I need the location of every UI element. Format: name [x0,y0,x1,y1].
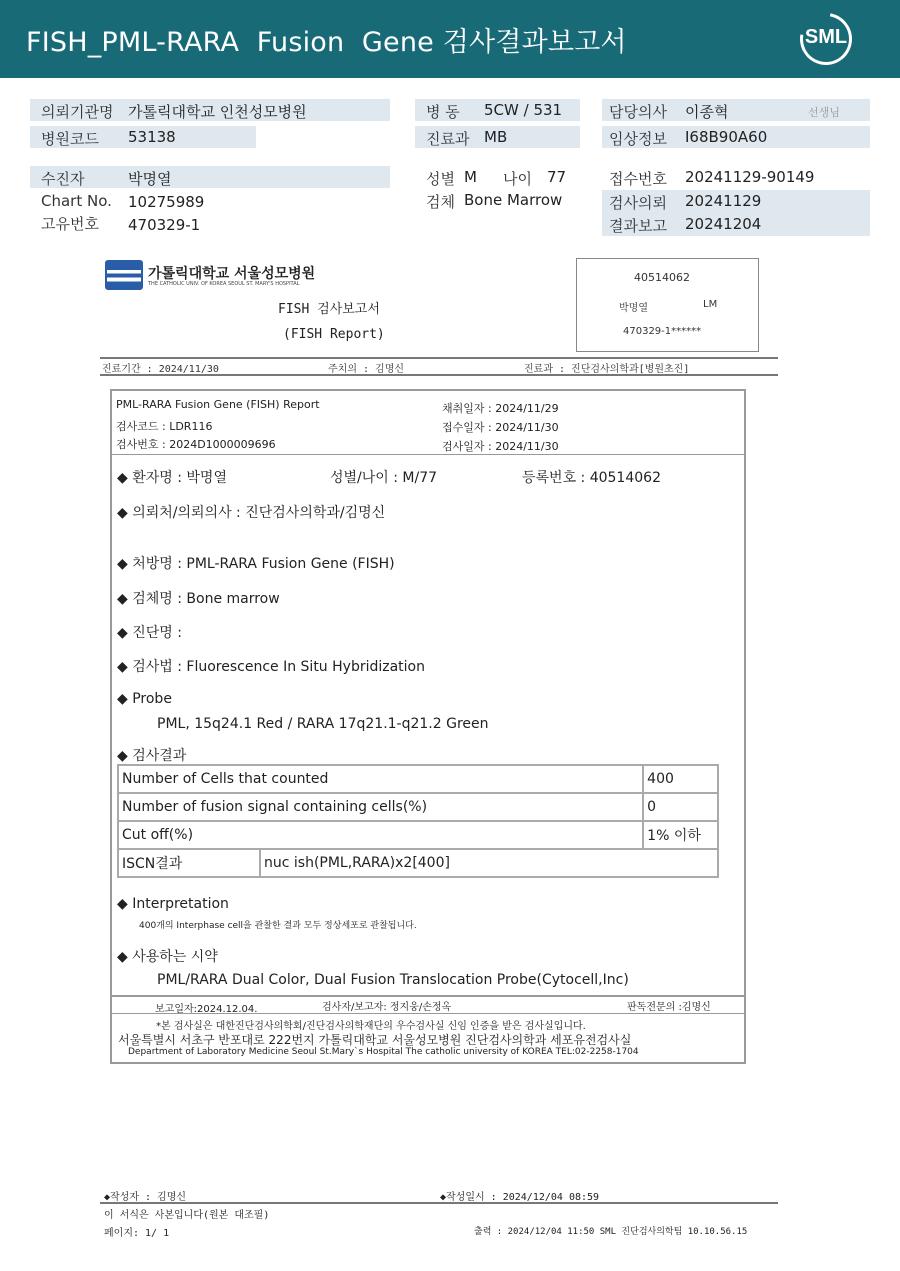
label-id: 40514062 [634,271,690,284]
hospital-logo-icon [105,260,143,290]
dept-en: Department of Laboratory Medicine Seoul St.Mary`s Hospital The catholic university of KOREA TEL:02-2258-1704 [128,1047,639,1057]
report-date: 보고일자:2024.12.04. [155,1004,258,1015]
divider-top [100,357,778,359]
reagent-text: PML/RARA Dual Color, Dual Fusion Translocation Probe(Cytocell,Inc) [157,972,629,988]
unique-label: 고유번호 [41,215,99,233]
report-box [110,389,746,1064]
hospital-subtitle: THE CATHOLIC UNIV. OF KOREA SEOUL ST. MARY'S HOSPITAL [148,281,300,287]
table-row [118,849,718,877]
divider-bottom [100,374,778,376]
order-line: ◆ 처방명 : PML-RARA Fusion Gene (FISH) [117,556,395,572]
request-label: 검사의뢰 [609,194,667,212]
test-no: 검사번호 : 2024D1000009696 [116,438,276,451]
diagnosis-line: ◆ 진단명 : [117,625,182,641]
test-date: 검사일자 : 2024/11/30 [442,440,559,453]
specimen-value: Bone Marrow [464,191,563,209]
result-label: 결과보고 [609,217,667,235]
page-number: 페이지: 1/ 1 [104,1228,170,1239]
table-row [118,765,718,793]
specimen-line: ◆ 검체명 : Bone marrow [117,591,280,607]
report-title: FISH_PML-RARA Fusion Gene 검사결과보고서 [26,27,627,58]
attending: 주치의 : 김명신 [328,364,405,375]
test-code: 검사코드 : LDR116 [116,420,213,433]
doc-title: FISH 검사보고서 [278,302,380,317]
dept-label: 진료과 [426,130,470,148]
interp-heading: ◆ Interpretation [117,896,229,912]
doctor-value: 이종혁 [685,103,729,121]
result-value: 20241204 [685,215,762,233]
result-table [117,764,719,878]
printed-info: 출력 : 2024/12/04 11:50 SML 진단검사의학팀 10.10.56.15 [474,1227,748,1237]
report-header [0,0,900,78]
address: 서울특별시 서초구 반포대로 222번지 가톨릭대학교 서울성모병원 진단검사의학과 세포유전검사실 [118,1033,632,1047]
dept-value: MB [484,128,508,146]
judge: 판독전문의 :김명신 [627,1002,711,1013]
header-divider [112,454,744,455]
result-value-cell: 0 [643,793,718,821]
probe-text: PML, 15q24.1 Red / RARA 17q21.1-q21.2 Green [157,716,489,732]
interp-text: 400개의 Interphase cell을 관찰한 결과 모두 정상세포로 관찰됩니다. [139,921,417,931]
result-heading: ◆ 검사결과 [117,748,187,764]
label-sexage: LM [703,299,718,310]
cert-note: *본 검사실은 대한진단검사의학회/진단검사의학재단의 우수검사실 신임 인증을 받은 검사실입니다. [156,1021,586,1032]
result-value-cell: 400 [643,765,718,793]
age-value: 77 [547,168,567,186]
copy-note: 이 서식은 사본입니다(원본 대조필) [104,1210,270,1221]
patient-label-box [576,258,759,352]
hospital-name: 가톨릭대학교 서울성모병원 [148,266,316,282]
label-reg: 470329-1****** [623,326,702,337]
iscn-label-cell: ISCN결과 [118,849,260,877]
patient-line: ◆ 환자명 : 박명열 [117,470,227,486]
hospital-code-label: 병원코드 [41,130,99,148]
table-row [118,821,718,849]
sex-value: M [464,168,477,186]
clinical-value: I68B90A60 [685,128,768,146]
regno-line: 등록번호 : 40514062 [522,470,661,486]
institution-value: 가톨릭대학교 인천성모병원 [128,103,307,121]
period: 진료기간 : 2024/11/30 [102,364,219,375]
requester-line: ◆ 의뢰처/의뢰의사 : 진단검사의학과/김명신 [117,505,386,521]
receive-date: 접수일자 : 2024/11/30 [442,421,559,434]
page-footer-divider [100,1202,778,1204]
ward-label: 병 동 [426,103,460,121]
written-date: ◆작성일시 : 2024/12/04 08:59 [440,1192,600,1203]
table-row [118,793,718,821]
institution-label: 의뢰기관명 [41,103,114,121]
sml-logo: SML [800,13,852,65]
iscn-value-cell: nuc ish(PML,RARA)x2[400] [260,849,718,877]
result-label-cell: Number of fusion signal containing cells(%) [118,793,643,821]
age-label: 나이 [503,170,532,188]
chart-label: Chart No. [41,192,112,210]
result-label-cell: Number of Cells that counted [118,765,643,793]
doc-subtitle: (FISH Report) [283,327,385,342]
sex-label: 성별 [426,170,455,188]
chart-value: 10275989 [128,193,205,211]
collect-date: 채취일자 : 2024/11/29 [442,402,559,415]
unique-value: 470329-1 [128,216,201,234]
reception-label: 접수번호 [609,170,667,188]
sexage-line: 성별/나이 : M/77 [330,470,438,486]
hospital-code-value: 53138 [128,128,176,146]
label-name: 박명열 [619,303,648,314]
result-label-cell: Cut off(%) [118,821,643,849]
author: ◆작성자 : 김명신 [104,1192,187,1203]
patient-value: 박명열 [128,170,172,188]
method-line: ◆ 검사법 : Fluorescence In Situ Hybridization [117,659,425,675]
clinical-label: 임상정보 [609,130,667,148]
tester: 검사자/보고자: 정지웅/손정옥 [322,1002,452,1013]
probe-heading: ◆ Probe [117,691,172,707]
specimen-label: 검체 [426,193,455,211]
report-name: PML-RARA Fusion Gene (FISH) Report [116,398,320,411]
patient-label: 수진자 [41,170,85,188]
reagent-heading: ◆ 사용하는 시약 [117,949,218,965]
ward-value: 5CW / 531 [484,101,563,119]
doctor-label: 담당의사 [609,103,667,121]
reception-value: 20241129-90149 [685,168,815,186]
scanned-report [100,250,780,1250]
footer-divider-2 [112,1013,744,1014]
footer-divider [112,995,744,997]
result-value-cell: 1% 이하 [643,821,718,849]
clinic: 진료과 : 진단검사의학과[병원초진] [524,364,690,375]
doctor-suffix: 선생님 [808,106,840,119]
request-value: 20241129 [685,192,762,210]
